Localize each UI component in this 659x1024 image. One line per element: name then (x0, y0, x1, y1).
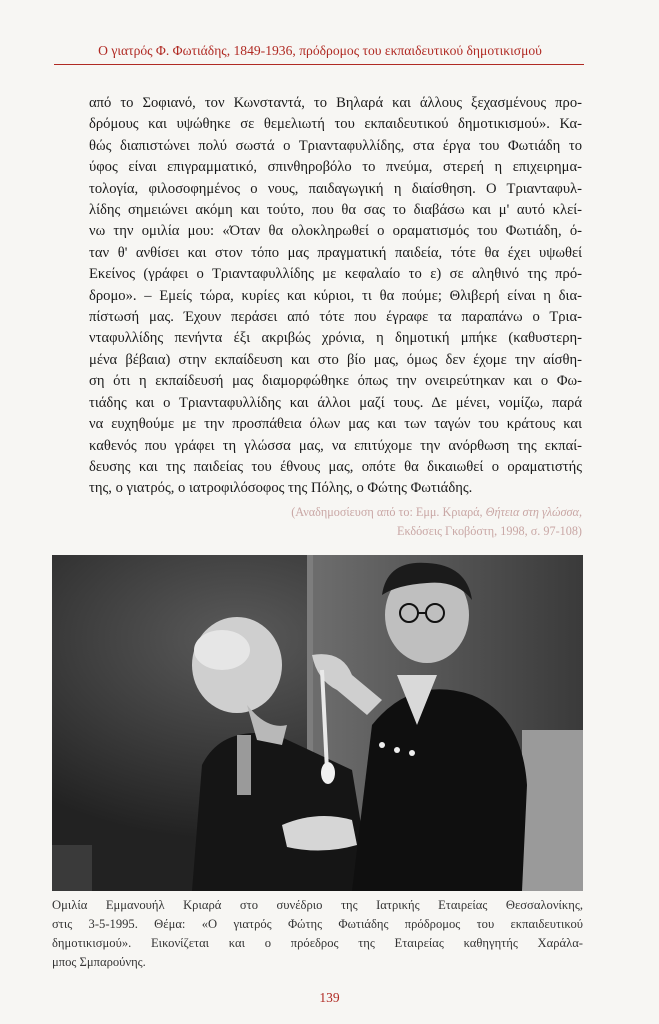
header-rule (54, 64, 584, 65)
body-line: δρομο». – Εμείς τώρα, κυρίες και κύριοι, τι θα πούμε; Θλιβερή είναι η δια- (89, 287, 582, 304)
body-line: καθενός που γράφει τη γλώσσα μας, να επιτύχομε την ανόρθωση της εκπαί- (89, 437, 582, 454)
body-line: της, ο γιατρός, ο ιατροφιλόσοφος της Πόλης, ο Φώτης Φωτιάδης. (89, 480, 473, 497)
source-citation (291, 503, 582, 541)
body-line: δευσης και της παιδείας του έθνους μας, οπότε θα δικαιωθεί ο οραματιστής (89, 458, 582, 475)
body-line: πίστωσή μας. Έχουν περάσει από τότε που έγραφε τα παραπάνω ο Τρια- (89, 309, 582, 326)
body-line: από το Σοφιανό, τον Κωνσταντά, το Βηλαρά και άλλους ξεχασμένους προ- (89, 95, 582, 111)
body-line: δρόμους και υψώθηκε σε θεμελιωτή του εκπαιδευτικού δημοτικισμού». Κα- (89, 116, 582, 133)
body-line: ση ότι η εκπαίδευσή μας διαμορφώθηκε όπως την ονειρεύτηκαν και ο Φω- (89, 373, 582, 390)
body-line: μένα βέβαια) στην εκπαίδευση και στο βίο μας, όμως δεν έχομε την αίσθη- (89, 351, 582, 368)
body-line: να ευχηθούμε με την προσπάθεια όλων μας και των ταγών του κράτους και (89, 416, 582, 433)
body-line: νταφυλλίδης πενήντα έξι ακριβώς χρόνια, η δημοτική μπήκε (καθυστερη- (89, 330, 582, 347)
body-line: ταν θ' ανθίσει και στον τόπο μας πραγματική παιδεία, τότε θα έχει υψωθεί (89, 244, 582, 261)
body-line: θώς διαπιστώνει πολύ σωστά ο Τριανταφυλλίδης, στα έργα του Φωτιάδη το (89, 137, 582, 154)
body-line: νω την ομιλία μου: «Όταν θα ολοκληρωθεί ο οραματισμός του Φωτιάδη, ό- (89, 223, 582, 240)
photo-caption (52, 896, 583, 972)
citation-line-2: Εκδόσεις Γκοβόστη, 1998, σ. 97-108) (397, 524, 582, 538)
body-line: λίδης σημειώνει ακόμη και τούτο, που θα σας το διαβάσω και μ' αυτό κλεί- (89, 202, 582, 219)
citation-line-1: (Αναδημοσίευση από το: Εμμ. Κριαρά, Θήτεια στη γλώσσα, (291, 505, 582, 519)
body-line: ύφος είναι επιγραμματικό, σπινθηροβόλο το πνεύμα, στερεή η επιχειρημα- (89, 159, 582, 176)
body-line: τιάδης και ο Τριανταφυλλίδης και άλλοι μαζί τους. Δε μένει, νομίζω, παρά (89, 394, 582, 411)
body-text (89, 93, 582, 500)
body-line: Εκείνος (γράφει ο Τριανταφυλλίδης με κεφαλαίο το ε) σε αληθινό της πρό- (89, 266, 582, 283)
citation-book-title: Θήτεια στη γλώσσα (485, 505, 579, 519)
body-line: τολογία, φιλοσοφημένος ο νους, παιδαγωγική η διαίσθηση. Ο Τριανταφυλ- (89, 180, 582, 197)
photograph (52, 555, 583, 891)
caption-line: Ομιλία Εμμανουήλ Κριαρά στο συνέδριο της Ιατρικής Εταιρείας Θεσσαλονίκης, (52, 898, 583, 912)
caption-line: δημοτικισμού». Εικονίζεται και ο πρόεδρος της Εταιρείας καθηγητής Χαράλα- (52, 936, 583, 950)
page-number: 139 (319, 990, 340, 1005)
caption-line: μπος Σμπαρούνης. (52, 955, 146, 969)
running-header: Ο γιατρός Φ. Φωτιάδης, 1849-1936, πρόδρομος του εκπαιδευτικού δημοτικισμού (98, 43, 542, 58)
caption-line: στις 3-5-1995. Θέμα: «Ο γιατρός Φώτης Φωτιάδης πρόδρομος του εκπαιδευτικού (52, 917, 583, 931)
